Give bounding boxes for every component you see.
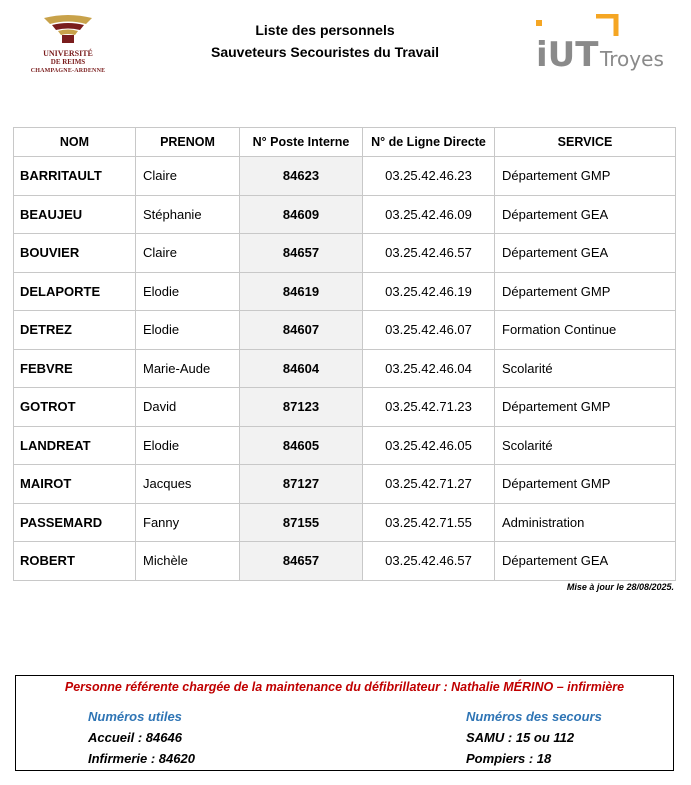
cell-nom: GOTROT xyxy=(14,388,136,427)
column-header-service: SERVICE xyxy=(495,128,676,157)
cell-nom: ROBERT xyxy=(14,542,136,581)
cell-service: Scolarité xyxy=(495,426,676,465)
table-row xyxy=(14,465,676,504)
table-row xyxy=(14,234,676,273)
title-line-2: Sauveteurs Secouristes du Travail xyxy=(211,44,439,60)
cell-poste: 87155 xyxy=(240,503,363,542)
cell-poste: 84609 xyxy=(240,195,363,234)
column-header-poste: N° Poste Interne xyxy=(240,128,363,157)
cell-prenom: Fanny xyxy=(136,503,240,542)
emergency-numbers-title: Numéros des secours xyxy=(466,709,602,724)
cell-service: Département GEA xyxy=(495,195,676,234)
iut-logo xyxy=(536,14,676,72)
table-row xyxy=(14,542,676,581)
cell-ligne: 03.25.42.46.04 xyxy=(363,349,495,388)
cell-nom: BOUVIER xyxy=(14,234,136,273)
cell-prenom: David xyxy=(136,388,240,427)
cell-nom: MAIROT xyxy=(14,465,136,504)
column-header-nom: NOM xyxy=(14,128,136,157)
cell-ligne: 03.25.42.46.19 xyxy=(363,272,495,311)
cell-ligne: 03.25.42.46.57 xyxy=(363,234,495,273)
table-row xyxy=(14,195,676,234)
cell-service: Département GMP xyxy=(495,388,676,427)
staff-table xyxy=(13,127,676,581)
samu-number: SAMU : 15 ou 112 xyxy=(466,730,575,745)
defibrillator-referent: Personne référente chargée de la maintenance du défibrillateur : Nathalie MÉRINO – infirmière xyxy=(64,680,625,694)
cell-prenom: Elodie xyxy=(136,311,240,350)
cell-prenom: Claire xyxy=(136,234,240,273)
cell-prenom: Michèle xyxy=(136,542,240,581)
cell-nom: BEAUJEU xyxy=(14,195,136,234)
cell-nom: PASSEMARD xyxy=(14,503,136,542)
emergency-numbers xyxy=(466,706,602,769)
cell-ligne: 03.25.42.46.57 xyxy=(363,542,495,581)
cell-poste: 87123 xyxy=(240,388,363,427)
table-row xyxy=(14,503,676,542)
useful-numbers xyxy=(88,706,195,769)
cell-nom: LANDREAT xyxy=(14,426,136,465)
cell-service: Département GMP xyxy=(495,157,676,196)
cell-ligne: 03.25.42.46.09 xyxy=(363,195,495,234)
table-row xyxy=(14,157,676,196)
cell-poste: 84623 xyxy=(240,157,363,196)
cell-service: Administration xyxy=(495,503,676,542)
cell-prenom: Marie-Aude xyxy=(136,349,240,388)
update-note: Mise à jour le 28/08/2025. xyxy=(566,582,674,592)
table-row xyxy=(14,388,676,427)
column-header-ligne: N° de Ligne Directe xyxy=(363,128,495,157)
cell-service: Département GEA xyxy=(495,234,676,273)
table-row xyxy=(14,311,676,350)
accueil-number: Accueil : 84646 xyxy=(88,730,182,745)
iut-accent-square-icon xyxy=(536,20,542,26)
cell-service: Département GEA xyxy=(495,542,676,581)
cell-nom: FEBVRE xyxy=(14,349,136,388)
cell-prenom: Stéphanie xyxy=(136,195,240,234)
column-header-prenom: PRENOM xyxy=(136,128,240,157)
cell-poste: 84657 xyxy=(240,234,363,273)
table-row xyxy=(14,426,676,465)
iut-logo-mark: iUT xyxy=(536,35,599,72)
title-line-1: Liste des personnels xyxy=(255,22,395,38)
cell-ligne: 03.25.42.46.07 xyxy=(363,311,495,350)
cell-ligne: 03.25.42.71.23 xyxy=(363,388,495,427)
cell-service: Formation Continue xyxy=(495,311,676,350)
pompiers-number: Pompiers : 18 xyxy=(466,751,552,766)
cell-service: Département GMP xyxy=(495,465,676,504)
cell-nom: DETREZ xyxy=(14,311,136,350)
cell-poste: 87127 xyxy=(240,465,363,504)
cell-service: Département GMP xyxy=(495,272,676,311)
infirmerie-number: Infirmerie : 84620 xyxy=(88,751,195,766)
university-name-line3: CHAMPAGNE-ARDENNE xyxy=(30,68,106,74)
table-row xyxy=(14,272,676,311)
cell-service: Scolarité xyxy=(495,349,676,388)
cell-prenom: Claire xyxy=(136,157,240,196)
cell-poste: 84619 xyxy=(240,272,363,311)
cell-prenom: Elodie xyxy=(136,426,240,465)
table-row xyxy=(14,349,676,388)
useful-numbers-title: Numéros utiles xyxy=(88,709,182,724)
page-title xyxy=(180,19,470,63)
cell-nom: DELAPORTE xyxy=(14,272,136,311)
cell-prenom: Elodie xyxy=(136,272,240,311)
cell-nom: BARRITAULT xyxy=(14,157,136,196)
cell-poste: 84657 xyxy=(240,542,363,581)
cell-ligne: 03.25.42.46.05 xyxy=(363,426,495,465)
cell-poste: 84604 xyxy=(240,349,363,388)
cell-poste: 84605 xyxy=(240,426,363,465)
university-logo xyxy=(22,14,114,72)
cell-ligne: 03.25.42.46.23 xyxy=(363,157,495,196)
table-header-row xyxy=(14,128,676,157)
cell-ligne: 03.25.42.71.55 xyxy=(363,503,495,542)
university-name-line1: UNIVERSITÉ xyxy=(43,49,93,58)
info-box xyxy=(15,675,674,771)
cell-prenom: Jacques xyxy=(136,465,240,504)
iut-logo-city: Troyes xyxy=(600,47,664,71)
university-name-line2: DE REIMS xyxy=(50,58,86,66)
university-emblem-icon xyxy=(22,14,114,44)
cell-poste: 84607 xyxy=(240,311,363,350)
cell-ligne: 03.25.42.71.27 xyxy=(363,465,495,504)
iut-corner-bracket-icon xyxy=(596,16,616,36)
